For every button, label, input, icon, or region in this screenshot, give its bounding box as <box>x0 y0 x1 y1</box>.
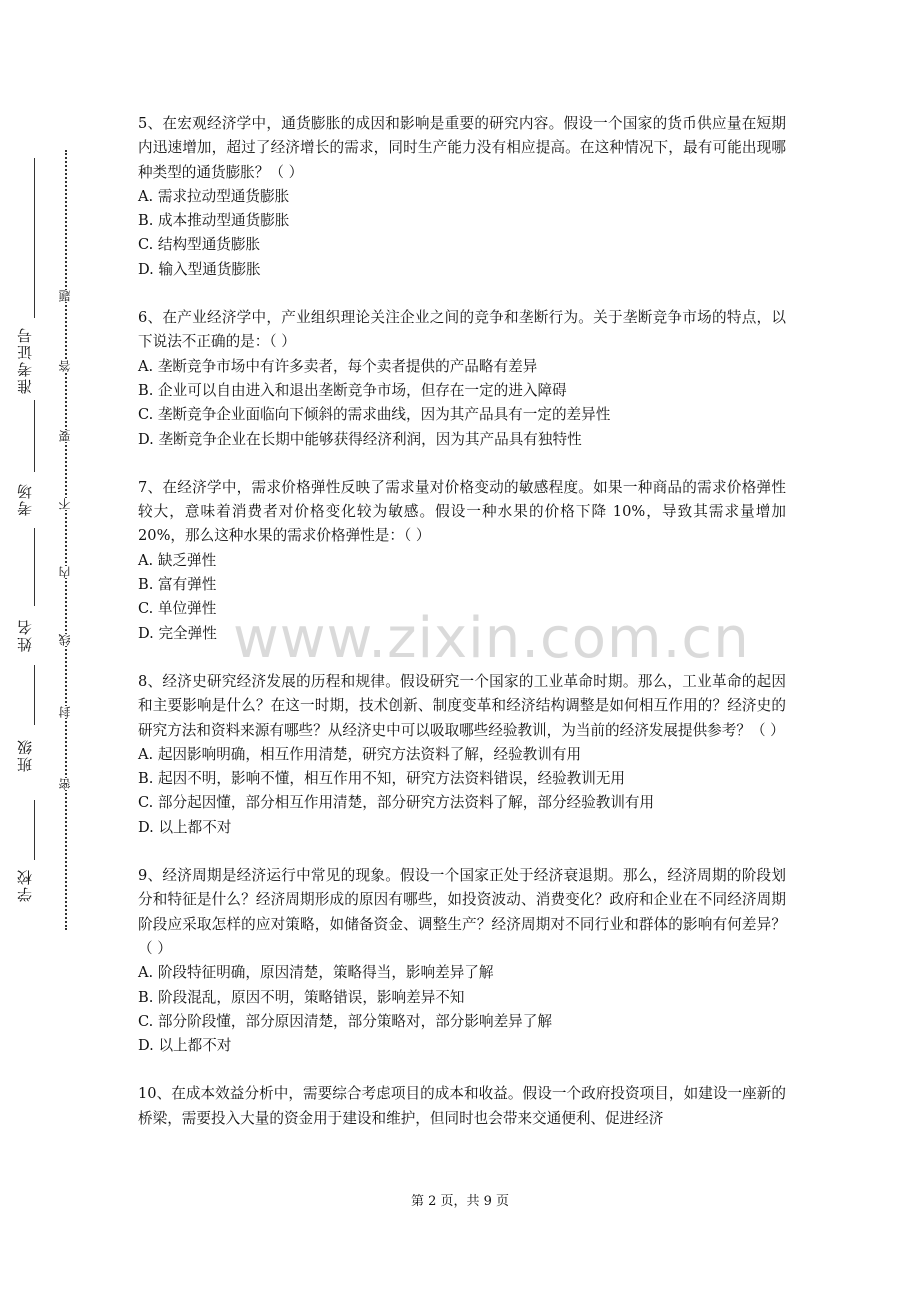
binding-margin <box>0 0 110 1302</box>
seal-line <box>65 150 67 930</box>
option-d: D. 以上都不对 <box>138 1037 232 1055</box>
page-footer: 第 2 页，共 9 页 <box>410 1194 510 1209</box>
option-b: B. 阶段混乱，原因不明，策略错误，影响差异不知 <box>138 988 465 1006</box>
class-label: 班级 <box>16 738 34 772</box>
option-a: A. 需求拉动型通货膨胀 <box>138 187 290 205</box>
question-stem: 9、经济周期是经济运行中常见的现象。假设一个国家正处于经济衰退期。那么，经济周期的阶段划分和特征是什么？经济周期形成的原因有哪些，如投资波动、消费变化？政府和企业在不同经济周期阶段应采取怎样的应对策略，如储备资金、调整生产？经济周期对不同行业和群体的影响有何差异？（ ） <box>138 867 786 957</box>
admission-number-blank <box>34 158 35 318</box>
option-d: D. 输入型通货膨胀 <box>138 260 261 278</box>
seal-char: 题 <box>58 290 72 302</box>
seal-char: 要 <box>58 430 72 442</box>
option-b: B. 起因不明，影响不懂，相互作用不知，研究方法资料错误，经验教训无用 <box>138 770 626 788</box>
option-c: C. 垄断竞争企业面临向下倾斜的需求曲线，因为其产品具有一定的差异性 <box>138 406 611 424</box>
class-blank <box>34 665 35 725</box>
option-c: C. 单位弹性 <box>138 600 217 618</box>
seal-char: 密 <box>58 778 72 790</box>
option-a: A. 阶段特征明确，原因清楚，策略得当，影响差异了解 <box>138 964 494 982</box>
question-8 <box>138 670 786 840</box>
exam-room-blank <box>34 400 35 472</box>
option-b: B. 成本推动型通货膨胀 <box>138 212 290 230</box>
seal-char: 答 <box>58 360 72 372</box>
option-c: C. 部分阶段懂，部分原因清楚，部分策略对，部分影响差异了解 <box>138 1012 552 1030</box>
question-10 <box>138 1082 786 1131</box>
seal-char: 不 <box>58 498 72 510</box>
name-label: 姓名 <box>16 618 34 652</box>
option-d: D. 以上都不对 <box>138 818 232 836</box>
exam-room-label: 考场 <box>16 482 34 516</box>
question-stem: 10、在成本效益分析中，需要综合考虑项目的成本和收益。假设一个政府投资项目，如建设一座新的桥梁，需要投入大量的资金用于建设和维护，但同时也会带来交通便利、促进经济 <box>138 1085 786 1127</box>
question-stem: 7、在经济学中，需求价格弹性反映了需求量对价格变动的敏感程度。如果一种商品的需求价格弹性较大，意味着消费者对价格变化较为敏感。假设一种水果的价格下降 10%，导致其需求量增加 20%，那么这种水果的需求价格弹性是：（ ） <box>138 478 786 545</box>
option-c: C. 结构型通货膨胀 <box>138 236 261 254</box>
option-a: A. 缺乏弹性 <box>138 551 217 569</box>
watermark: www.zixin.com.cn <box>233 606 750 671</box>
option-a: A. 垄断竞争市场中有许多卖者，每个卖者提供的产品略有差异 <box>138 357 538 375</box>
school-label: 学校 <box>16 868 34 902</box>
option-b: B. 富有弹性 <box>138 576 217 594</box>
seal-char: 封 <box>58 706 72 718</box>
question-stem: 6、在产业经济学中，产业组织理论关注企业之间的竞争和垄断行为。关于垄断竞争市场的特点，以下说法不正确的是：（ ） <box>138 309 786 351</box>
question-5 <box>138 112 786 282</box>
option-a: A. 起因影响明确，相互作用清楚，研究方法资料了解，经验教训有用 <box>138 745 582 763</box>
seal-char: 线 <box>58 634 72 646</box>
question-9 <box>138 864 786 1058</box>
question-stem: 5、在宏观经济学中，通货膨胀的成因和影响是重要的研究内容。假设一个国家的货币供应量在短期内迅速增加，超过了经济增长的需求，同时生产能力没有相应提高。在这种情况下，最有可能出现哪种类型的通货膨胀？（ ） <box>138 115 786 181</box>
admission-number-label: 准考证号 <box>16 326 34 394</box>
question-stem: 8、经济史研究经济发展的历程和规律。假设研究一个国家的工业革命时期。那么，工业革命的起因和主要影响是什么？在这一时期，技术创新、制度变革和经济结构调整是如何相互作用的？经济史的研究方法和资料来源有哪些？从经济史中可以吸取哪些经验教训，为当前的经济发展提供参考？（ ） <box>138 672 786 739</box>
option-d: D. 垄断竞争企业在长期中能够获得经济利润，因为其产品具有独特性 <box>138 430 582 448</box>
question-6 <box>138 306 786 452</box>
option-c: C. 部分起因懂，部分相互作用清楚，部分研究方法资料了解，部分经验教训有用 <box>138 794 655 812</box>
option-d: D. 完全弹性 <box>138 624 217 642</box>
option-b: B. 企业可以自由进入和退出垄断竞争市场，但存在一定的进入障碍 <box>138 381 567 399</box>
school-blank <box>34 800 35 860</box>
seal-char: 内 <box>58 566 72 578</box>
name-blank <box>34 528 35 606</box>
